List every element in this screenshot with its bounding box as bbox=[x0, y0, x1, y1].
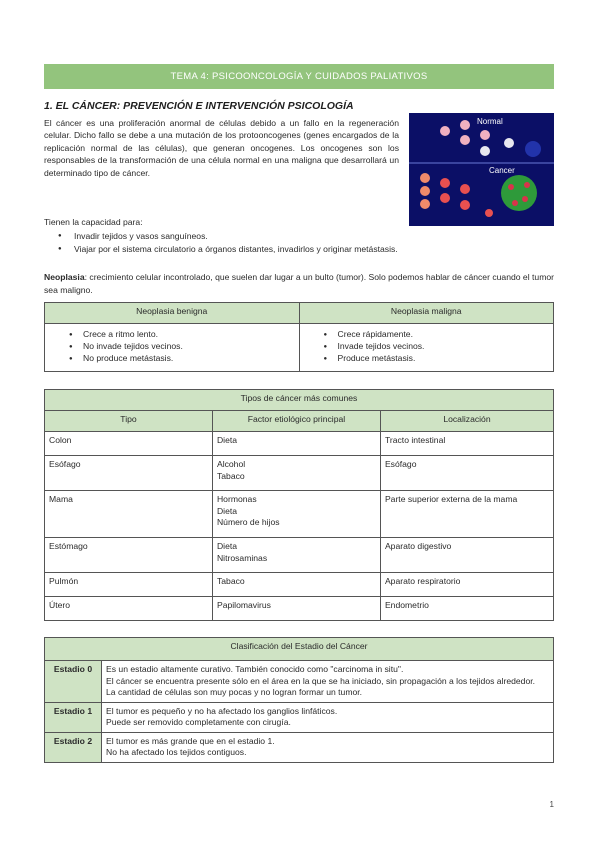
column-header: Tipo bbox=[45, 411, 213, 432]
table-cell-tipo: Útero bbox=[45, 597, 213, 621]
stages-rows bbox=[45, 661, 554, 763]
normal-label: Normal bbox=[477, 117, 503, 126]
table-cell-factor: Tabaco bbox=[212, 573, 380, 597]
table-row bbox=[45, 597, 554, 621]
header-benigna: Neoplasia benigna bbox=[45, 303, 300, 324]
table-cell-loc: Tracto intestinal bbox=[380, 432, 553, 456]
table-cell-tipo: Estómago bbox=[45, 538, 213, 573]
column-header: Factor etiológico principal bbox=[212, 411, 380, 432]
cancer-types-rows bbox=[45, 432, 554, 621]
list-item: ● No produce metástasis. bbox=[71, 352, 295, 364]
neoplasia-text: : crecimiento celular incontrolado, que suelen dar lugar a un bulto (tumor). Solo podemos hablar de cáncer cuando el tumor sea maligno. bbox=[44, 272, 554, 295]
column-header: Localización bbox=[380, 411, 553, 432]
list-item: ● Invadir tejidos y vasos sanguíneos. bbox=[62, 230, 398, 243]
list-item: ● Invade tejidos vecinos. bbox=[326, 340, 550, 352]
table-cell-factor: Alcohol Tabaco bbox=[212, 456, 380, 491]
neoplasia-definition bbox=[44, 271, 554, 297]
section-title: 1. EL CÁNCER: PREVENCIÓN E INTERVENCIÓN PSICOLOGÍA bbox=[44, 100, 354, 112]
table-cell-factor: Hormonas Dieta Número de hijos bbox=[212, 491, 380, 538]
cell-division-illustration bbox=[409, 113, 554, 226]
page-number: 1 bbox=[549, 800, 554, 809]
stage-label: Estadio 1 bbox=[45, 702, 102, 732]
stage-description: El tumor es más grande que en el estadio 1. No ha afectado los tejidos contiguos. bbox=[102, 732, 554, 762]
intro-paragraph: El cáncer es una proliferación anormal de células debido a un fallo en la regeneración celular. Dicho fallo se debe a una mutación de los protooncogenes (genes encargados de la replicación normal de las células), que generan oncogenes. Los oncogenes son los responsables de la transformación de una célula normal en una maligna que desarrollará un determinado tipo de cáncer. bbox=[44, 118, 399, 178]
maligna-cell bbox=[299, 324, 554, 372]
table-row bbox=[45, 456, 554, 491]
header-maligna: Neoplasia maligna bbox=[299, 303, 554, 324]
table-title: Tipos de cáncer más comunes bbox=[45, 390, 554, 411]
stages-table bbox=[44, 637, 554, 763]
stage-description: El tumor es pequeño y no ha afectado los ganglios linfáticos. Puede ser removido completamente con cirugía. bbox=[102, 702, 554, 732]
table-row bbox=[45, 702, 554, 732]
table-cell-tipo: Mama bbox=[45, 491, 213, 538]
table-row bbox=[45, 491, 554, 538]
table-row bbox=[45, 432, 554, 456]
benigna-cell bbox=[45, 324, 300, 372]
cancer-cell-diagram bbox=[409, 113, 554, 226]
list-item: ● No invade tejidos vecinos. bbox=[71, 340, 295, 352]
stage-label: Estadio 2 bbox=[45, 732, 102, 762]
capacity-list bbox=[62, 230, 398, 256]
table-title: Clasificación del Estadio del Cáncer bbox=[45, 638, 554, 661]
topic-banner: TEMA 4: PSICOONCOLOGÍA Y CUIDADOS PALIATIVOS bbox=[44, 64, 554, 89]
cancer-types-table bbox=[44, 389, 554, 621]
list-item: ● Crece a ritmo lento. bbox=[71, 328, 295, 340]
list-item: ● Produce metástasis. bbox=[326, 352, 550, 364]
table-cell-loc: Aparato respiratorio bbox=[380, 573, 553, 597]
table-row bbox=[45, 661, 554, 703]
table-row bbox=[45, 538, 554, 573]
table-cell-tipo: Pulmón bbox=[45, 573, 213, 597]
cancer-label: Cancer bbox=[489, 166, 515, 175]
table-cell-loc: Parte superior externa de la mama bbox=[380, 491, 553, 538]
neoplasia-term: Neoplasia bbox=[44, 272, 85, 282]
table-cell-loc: Esófago bbox=[380, 456, 553, 491]
list-item: ● Crece rápidamente. bbox=[326, 328, 550, 340]
table-cell-factor: Papilomavirus bbox=[212, 597, 380, 621]
capacity-intro: Tienen la capacidad para: bbox=[44, 217, 143, 227]
table-cell-factor: Dieta Nitrosaminas bbox=[212, 538, 380, 573]
table-cell-loc: Endometrio bbox=[380, 597, 553, 621]
table-row bbox=[45, 573, 554, 597]
table-cell-tipo: Esófago bbox=[45, 456, 213, 491]
table-cell-loc: Aparato digestivo bbox=[380, 538, 553, 573]
stage-label: Estadio 0 bbox=[45, 661, 102, 703]
table-row bbox=[45, 732, 554, 762]
table-cell-factor: Dieta bbox=[212, 432, 380, 456]
stage-description: Es un estadio altamente curativo. También conocido como "carcinoma in situ". El cáncer se encuentra presente sólo en el área en la que se ha iniciado, sin propagación a los tejidos alrededor. La cantidad de células son muy pocas y no logran formar un tumor. bbox=[102, 661, 554, 703]
neoplasia-table bbox=[44, 302, 554, 372]
list-item: ● Viajar por el sistema circulatorio a órganos distantes, invadirlos y originar metástasis. bbox=[62, 243, 398, 256]
table-cell-tipo: Colon bbox=[45, 432, 213, 456]
